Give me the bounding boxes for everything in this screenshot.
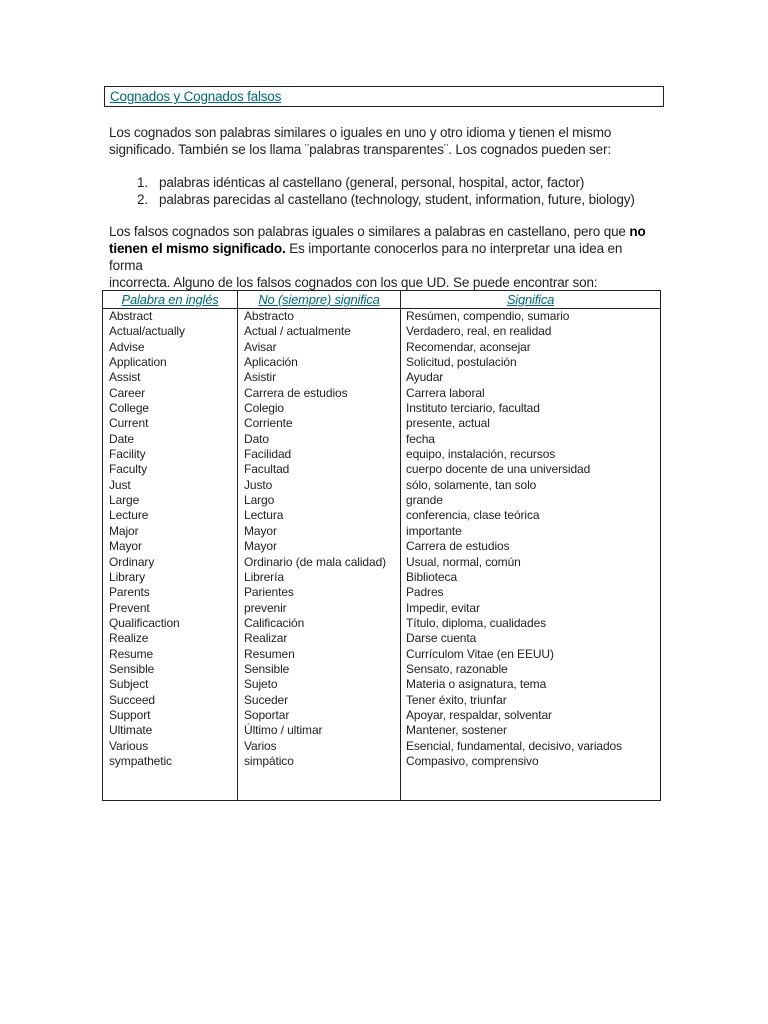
column-divider — [400, 291, 401, 800]
list-item — [137, 191, 635, 208]
false-cognates-table — [102, 290, 661, 801]
table-cell-not-means: Actual / actualmente — [244, 324, 351, 339]
header-not-means: No (siempre) significa — [258, 292, 380, 307]
table-cell-not-means: Suceder — [244, 692, 288, 707]
table-cell-means: fecha — [406, 431, 435, 446]
table-cell-english: Qualificaction — [109, 615, 180, 630]
table-cell-english: Various — [109, 738, 149, 753]
title-box — [104, 86, 664, 107]
table-cell-not-means: Último / ultimar — [244, 723, 323, 738]
table-cell-not-means: Colegio — [244, 401, 284, 416]
table-cell-english: Advise — [109, 339, 145, 354]
table-cell-english: Major — [109, 523, 139, 538]
table-cell-english: Parents — [109, 585, 150, 600]
false-cognates-paragraph — [109, 223, 649, 291]
table-cell-english: Subject — [109, 677, 149, 692]
table-cell-means: Darse cuenta — [406, 631, 477, 646]
table-cell-means: sólo, solamente, tan solo — [406, 477, 537, 492]
table-cell-not-means: Avisar — [244, 339, 277, 354]
para-bold: no — [629, 224, 646, 239]
table-cell-not-means: Facultad — [244, 462, 290, 477]
table-cell-means: Currículom Vitae (en EEUU) — [406, 646, 554, 661]
table-cell-not-means: simpático — [244, 753, 294, 768]
para-bold: tienen el mismo significado. — [109, 241, 286, 256]
intro-line-1: Los cognados son palabras similares o iguales en uno y otro idioma y tienen el mismo — [109, 125, 612, 140]
table-cell-means: importante — [406, 523, 462, 538]
cognate-list — [137, 174, 635, 208]
para-text: incorrecta. Alguno de los falsos cognados con los que UD. Se puede encontrar son: — [109, 275, 598, 290]
table-cell-english: Large — [109, 493, 140, 508]
table-cell-not-means: Abstracto — [244, 309, 294, 323]
table-cell-not-means: Asistir — [244, 370, 276, 385]
table-cell-english: Mayor — [109, 539, 142, 554]
table-cell-english: Library — [109, 569, 145, 584]
table-cell-english: Ordinary — [109, 554, 155, 569]
table-cell-not-means: Parientes — [244, 585, 294, 600]
table-cell-means: Verdadero, real, en realidad — [406, 324, 552, 339]
list-number: 2. — [137, 192, 148, 207]
table-cell-english: Prevent — [109, 600, 150, 615]
list-text: palabras idénticas al castellano (general, personal, hospital, actor, factor) — [159, 175, 585, 190]
page-title: Cognados y Cognados falsos — [110, 89, 282, 104]
table-cell-english: Sensible — [109, 661, 155, 676]
table-cell-not-means: Ordinario (de mala calidad) — [244, 554, 387, 569]
table-cell-not-means: Carrera de estudios — [244, 385, 348, 400]
table-cell-means: Usual, normal, común — [406, 554, 521, 569]
table-cell-not-means: Mayor — [244, 539, 277, 554]
table-cell-not-means: Dato — [244, 431, 269, 446]
table-cell-english: Just — [109, 477, 131, 492]
table-cell-not-means: Sujeto — [244, 677, 278, 692]
table-cell-means: Carrera laboral — [406, 385, 485, 400]
table-cell-means: Instituto terciario, facultad — [406, 401, 540, 416]
table-cell-means: equipo, instalación, recursos — [406, 447, 556, 462]
table-cell-means: cuerpo docente de una universidad — [406, 462, 591, 477]
column-english — [109, 309, 185, 769]
intro-line-2: significado. También se los llama ¨palabras transparentes¨. Los cognados pueden ser: — [109, 142, 611, 157]
table-cell-english: Resume — [109, 646, 154, 661]
table-cell-not-means: Justo — [244, 477, 273, 492]
header-english: Palabra en inglés — [121, 292, 219, 307]
table-cell-means: Compasivo, comprensivo — [406, 753, 539, 768]
para-text: Es importante conocerlos para no interpretar una idea en forma — [109, 241, 623, 273]
table-cell-means: Padres — [406, 585, 444, 600]
table-cell-not-means: Mayor — [244, 523, 277, 538]
table-cell-english: Succeed — [109, 692, 155, 707]
table-cell-not-means: Facilidad — [244, 447, 292, 462]
table-cell-not-means: Calificación — [244, 615, 305, 630]
table-cell-not-means: Soportar — [244, 707, 290, 722]
list-item — [137, 174, 635, 191]
table-cell-means: Apoyar, respaldar, solventar — [406, 707, 552, 722]
table-cell-means: Resúmen, compendio, sumario — [406, 309, 570, 323]
intro-paragraph — [109, 124, 639, 158]
column-not-means — [244, 309, 386, 769]
table-cell-english: Abstract — [109, 309, 153, 323]
table-cell-means: Biblioteca — [406, 569, 458, 584]
table-cell-not-means: prevenir — [244, 600, 287, 615]
table-cell-english: Assist — [109, 370, 141, 385]
table-cell-not-means: Largo — [244, 493, 275, 508]
table-cell-means: Recomendar, aconsejar — [406, 339, 531, 354]
table-cell-english: sympathetic — [109, 753, 172, 768]
table-cell-not-means: Aplicación — [244, 355, 298, 370]
table-cell-means: Solicitud, postulación — [406, 355, 517, 370]
table-cell-english: Faculty — [109, 462, 147, 477]
list-number: 1. — [137, 175, 148, 190]
column-divider — [237, 291, 238, 800]
table-cell-english: Career — [109, 385, 146, 400]
table-cell-english: Lecture — [109, 508, 149, 523]
column-means — [406, 309, 622, 769]
table-cell-english: Application — [109, 355, 167, 370]
table-cell-not-means: Librería — [244, 569, 284, 584]
table-cell-not-means: Sensible — [244, 661, 290, 676]
table-cell-means: Título, diploma, cualidades — [406, 615, 547, 630]
table-cell-means: Ayudar — [406, 370, 444, 385]
table-cell-means: presente, actual — [406, 416, 490, 431]
table-cell-means: Carrera de estudios — [406, 539, 510, 554]
header-means: Significa — [506, 292, 555, 307]
list-text: palabras parecidas al castellano (technology, student, information, future, biology) — [159, 192, 635, 207]
para-text: Los falsos cognados son palabras iguales o similares a palabras en castellano, pero que — [109, 224, 630, 239]
table-cell-english: Date — [109, 431, 134, 446]
table-cell-means: Tener éxito, triunfar — [406, 692, 507, 707]
table-cell-not-means: Resumen — [244, 646, 295, 661]
table-cell-means: Impedir, evitar — [406, 600, 480, 615]
table-cell-english: College — [109, 401, 149, 416]
table-cell-means: Mantener, sostener — [406, 723, 507, 738]
table-cell-english: Facility — [109, 447, 146, 462]
table-cell-english: Realize — [109, 631, 149, 646]
table-cell-means: conferencia, clase teórica — [406, 508, 540, 523]
table-cell-not-means: Varios — [244, 738, 277, 753]
table-cell-english: Ultimate — [109, 723, 153, 738]
table-cell-means: Esencial, fundamental, decisivo, variados — [406, 738, 623, 753]
table-cell-english: Actual/actually — [109, 324, 185, 339]
table-cell-english: Support — [109, 707, 151, 722]
table-cell-not-means: Corriente — [244, 416, 293, 431]
table-cell-means: Sensato, razonable — [406, 661, 508, 676]
table-cell-not-means: Lectura — [244, 508, 284, 523]
table-cell-means: grande — [406, 493, 443, 508]
table-cell-means: Materia o asignatura, tema — [406, 677, 547, 692]
table-cell-not-means: Realizar — [244, 631, 288, 646]
table-cell-english: Current — [109, 416, 149, 431]
